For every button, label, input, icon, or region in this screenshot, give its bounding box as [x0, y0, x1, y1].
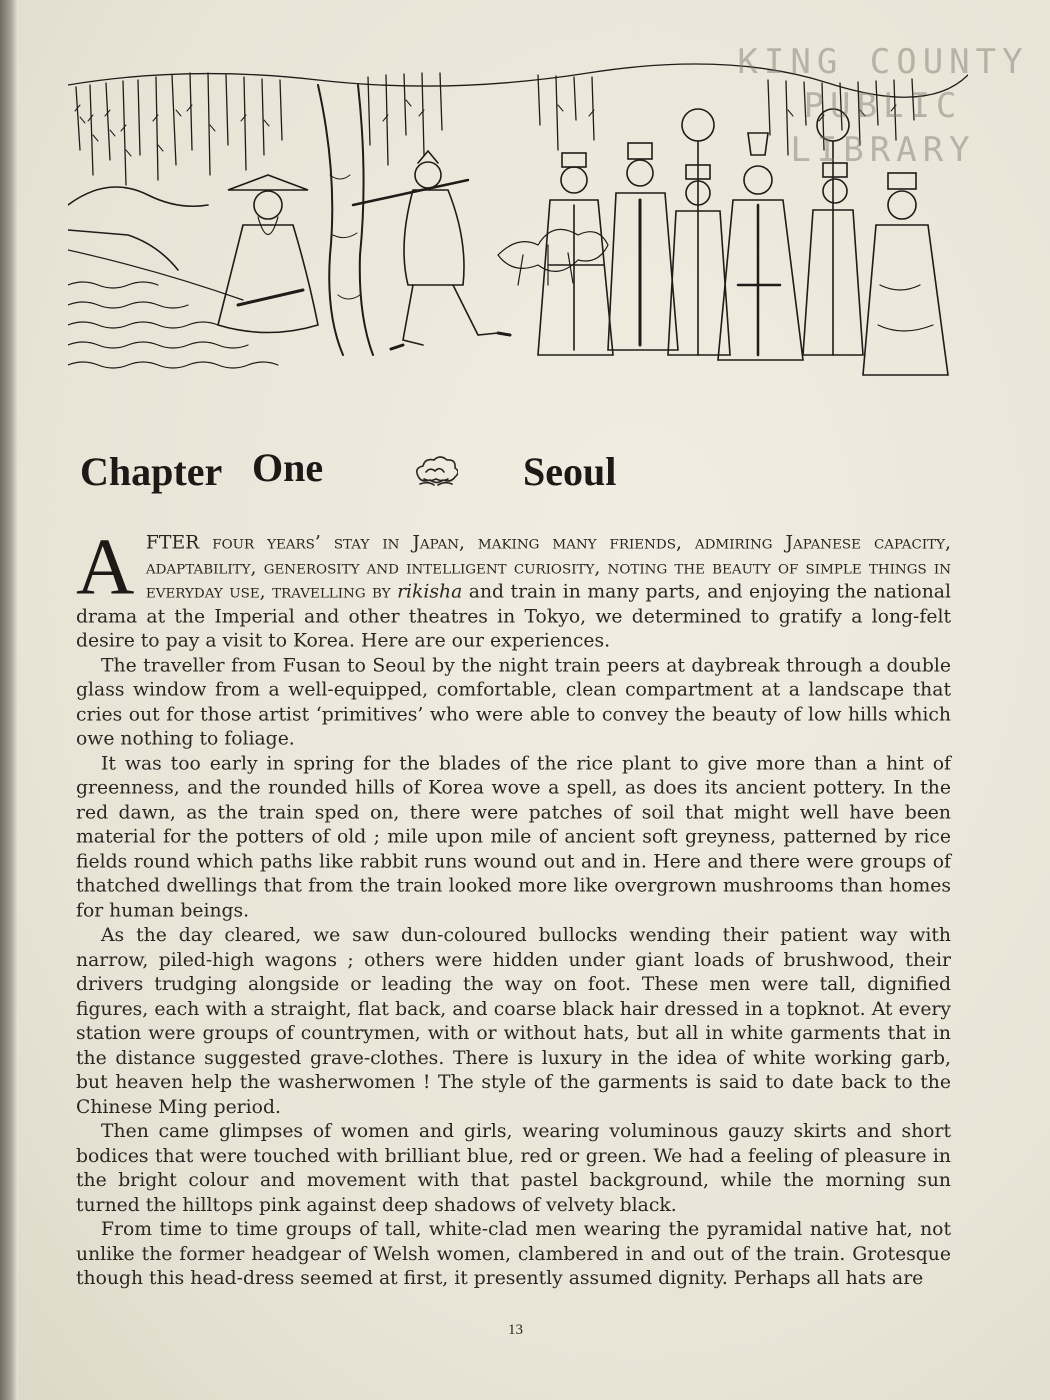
- paragraph-2: The traveller from Fusan to Seoul by the night train peers at daybreak through a double glass window from a well-equipped, comfortable, clean compartment at a landscape that cries out for those artist ‘primitives’ who were able to convey the beauty of low hills which owe nothing to foliage.: [76, 653, 951, 750]
- paragraph-1-text: FTER four years’ stay in Japan, making many friends, admiring Japanese capacity, adaptability, generosity and intelligent curiosity, noting the beauty of simple things in everyday use, travelling by: [145, 530, 951, 603]
- paragraph-3: It was too early in spring for the blades of the rice plant to give more than a hint of greenness, and the rounded hills of Korea wove a spell, as does its ancient pottery. In the red dawn, as the train sped on, there were patches of soil that might well have been material for the potters of old ; mile upon mile of ancient soft greyness, patterned by rice fields round which paths like rabbit runs wound out and in. Here and there were groups of thatched dwellings that from the train looked more like overgrown mushrooms than homes for human beings.: [76, 751, 951, 922]
- paragraph-5: Then came glimpses of women and girls, wearing voluminous gauzy skirts and short bodices that were touched with brilliant blue, red or green. We had a feeling of pleasure in the bright colour and movement with that pastel background, while the morning sun turned the hilltops pink against deep shadows of velvety black.: [76, 1119, 951, 1216]
- stamp-line-2: PUBLIC LIBRARY: [790, 86, 976, 170]
- woodcutter-figure: [353, 151, 510, 349]
- paragraph-6: From time to time groups of tall, white-clad men wearing the pyramidal native hat, not unlike the former headgear of Welsh women, clambered in and out of the train. Grotesque though this head-dress seemed at first, it presently assumed dignity. Perhaps all hats are: [76, 1217, 951, 1290]
- fisherman-figure: [68, 175, 318, 333]
- chapter-body-text: [76, 522, 951, 1290]
- stamp-line-1: KING COUNTY: [737, 42, 1029, 82]
- chapter-number: One: [252, 445, 324, 490]
- cloud-ornament-icon: [412, 454, 458, 488]
- chapter-title: Seoul: [523, 449, 617, 494]
- drop-cap: A: [76, 522, 135, 612]
- paragraph-1: [76, 522, 951, 653]
- book-page: [18, 0, 1050, 1400]
- paragraph-1-italic: rikisha: [397, 580, 463, 603]
- flowering-bush: [498, 229, 608, 285]
- page-number: 13: [508, 1322, 523, 1338]
- chapter-word: Chapter: [80, 449, 223, 494]
- book-spine-shadow: [0, 0, 18, 1400]
- tree-trunk: [318, 85, 373, 355]
- chapter-heading: [80, 440, 780, 500]
- paragraph-4: As the day cleared, we saw dun-coloured bullocks wending their patient way with narrow, piled-high wagons ; others were hidden under giant loads of brushwood, their drivers trudging alongside or leading the way on foot. These men were tall, dignified figures, each with a straight, flat back, and coarse black hair dressed in a topknot. At every station were groups of countrymen, with or without hats, but all in white garments that in the distance suggested grave-clothes. There is luxury in the idea of white working garb, but heaven help the washerwomen ! The style of the garments is said to date back to the Chinese Ming period.: [76, 923, 951, 1118]
- library-watermark-stamp: [718, 40, 1048, 172]
- paragraph-1-text-cont: and train in many parts, and enjoying the national drama at the Imperial and other theatres in Tokyo, we determined to gratify a long-felt desire to pay a visit to Korea. Here are our experiences.: [76, 580, 951, 652]
